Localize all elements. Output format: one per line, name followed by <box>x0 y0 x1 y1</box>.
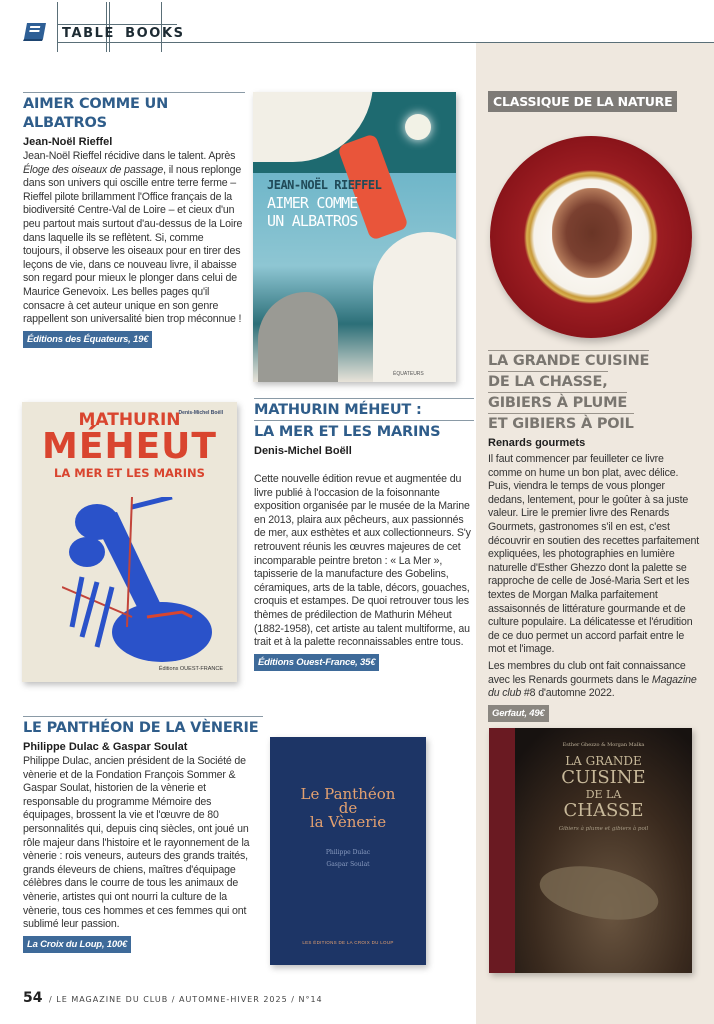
article-title: LA GRANDE CUISINE DE LA CHASSE, GIBIERS À PLUME ET GIBIERS À POIL <box>488 350 700 434</box>
article-author: Renards gourmets <box>488 437 586 449</box>
section-title-part: TABLE <box>62 26 115 41</box>
cover-author: Denis-Michel Boëll <box>178 410 223 416</box>
lobster-illustration <box>62 497 212 667</box>
page-footer <box>23 990 323 1006</box>
game-bird-illustration <box>536 858 663 928</box>
article-author: Denis-Michel Boëll <box>254 445 352 457</box>
rock-illustration <box>258 292 338 382</box>
plate-photo <box>490 136 692 338</box>
book-cover-chasse <box>489 728 692 973</box>
publisher-tag: Éditions Ouest-France, 35€ <box>254 654 379 671</box>
cover-subtitle: Gibiers à plume et gibiers à poil <box>558 826 649 832</box>
category-banner: CLASSIQUE DE LA NATURE <box>488 91 677 112</box>
article-title: LE PANTHÉON DE LA VÈNERIE <box>23 716 263 738</box>
article-body: Cette nouvelle édition revue et augmentée du livre publié à l'occasion de la foisonnante exposition organisée par le musée de la Marine en 2013, plaira aux pêcheurs, aux passionnés de mer, aux esthètes et aux collectionneurs. S'y retrouvent réunis les œuvres majeures de cet incomparable peintre breton : « La Mer », tapisserie de la manufacture des Gobelins, céramiques, arts de la table, décors, gouaches, croquis et estampes. De quoi retrouver tous les thèmes de prédilection de Mathurin Méheut (1882-1958), cet artiste au talent multiforme, au trait et à la palette reconnaissables entre tous. <box>254 473 471 649</box>
cover-title: MATHURIN <box>78 410 181 430</box>
cover-subtitle: LA MER ET LES MARINS <box>54 466 205 480</box>
article-meheut <box>254 398 474 671</box>
article-title: AIMER COMME UN ALBATROS <box>23 92 245 133</box>
article-pantheon <box>23 716 263 953</box>
section-header <box>0 0 714 50</box>
cover-publisher: Éditions OUEST-FRANCE <box>158 666 223 672</box>
footer-text: / LE MAGAZINE DU CLUB / AUTOMNE-HIVER 2025 / N°14 <box>49 995 323 1004</box>
article-author: Jean-Noël Rieffel <box>23 136 113 148</box>
cover-author: JEAN-NOËL RIEFFEL <box>267 178 382 192</box>
page-number: 54 <box>23 990 43 1006</box>
header-rule <box>57 24 177 25</box>
article-body-note: Les membres du club ont fait connaissance avec les Renards gourmets dans le Magazine du club #8 d'automne 2022. <box>488 659 697 700</box>
article-author: Philippe Dulac & Gaspar Soulat <box>23 741 188 753</box>
header-rule <box>57 42 714 43</box>
article-chasse <box>488 350 700 722</box>
article-albatros <box>23 92 245 348</box>
cover-title: MÉHEUT <box>42 426 217 467</box>
section-title <box>62 26 185 41</box>
cover-publisher: LES ÉDITIONS DE LA CROIX DU LOUP <box>302 940 394 945</box>
article-body: Il faut commencer par feuilleter ce livre comme on hume un bon plat, avec délice. Puis, viendra le temps de vous plonger dedans, lentement, pour le goûter à sa juste valeur. Lire le premier livre des Renards Gourmets, gastronomes s'il en est, c'est découvrir en soutien des recettes parfaitement expliquées, les photographies en lumière naturelle d'Esther Ghezzo dont la palette se rapproche de celle de José-Maria Sert et les textes de Morgan Malka parfaitement assaisonnés de littérature gourmande et de culture populaire. La délicatesse et l'érudition de ce duo permet un accord parfait entre le mot et l'image. <box>488 453 699 656</box>
cover-title: AIMER COMME UN ALBATROS <box>267 194 358 230</box>
cover-authors: Philippe Dulac Gaspar Soulat <box>325 849 371 868</box>
publisher-tag: La Croix du Loup, 100€ <box>23 936 131 953</box>
book-cover-pantheon <box>270 737 426 965</box>
article-body: Philippe Dulac, ancien président de la Société de vènerie et de la Fondation François Sommer & Gaspar Soulat, historien de la vènerie et responsable du programme Mémoire des équipages, brossent la vie et l'œuvre de 80 personnalités qui, depuis cinq siècles, ont joué un rôle majeur dans l'histoire et le rayonnement de la vènerie : rois veneurs, auteurs des grands traités, grands éleveurs de chiens, maîtres d'équipage célèbres dans le courre de tous les animaux de vènerie, artistes qui ont nourri la culture de la vènerie, tous ces hommes et ces femmes qui ont sublimé leur passion. <box>23 755 250 931</box>
moon-illustration <box>405 114 431 140</box>
cover-publisher: ÉQUATEURS <box>393 371 424 377</box>
book-icon <box>22 22 48 42</box>
albatross-illustration <box>373 232 456 382</box>
article-title: LA MER ET LES MARINS <box>254 420 474 442</box>
article-title: MATHURIN MÉHEUT : <box>254 398 474 420</box>
cover-title: LA GRANDE CUISINE DE LA CHASSE <box>561 754 646 821</box>
header-rule <box>57 2 58 52</box>
cover-spine <box>489 728 515 973</box>
cover-authors: Esther Ghezzo & Morgan Malka <box>562 742 645 748</box>
publisher-tag: Gerfaut, 49€ <box>488 705 549 722</box>
section-title-part: BOOKS <box>125 26 185 41</box>
article-body: Jean-Noël Rieffel récidive dans le talent. Après Éloge des oiseaux de passage, il nous replonge dans son univers qui oscille entre terre ferme – Rieffel pilote brillamment l'Office français de la biodiversité Centre-Val de Loire – et cieux d'un peu partout mais surtout d'au-dessus de la Loire dans laquelle ils se reflètent. Si, comme toujours, il observe les oiseaux pour en tirer des leçons de vie, dans ce nouveau livre, il abaisse son regard pour mieux le plonger dans celui de Maurice Genevoix. Les belles pages qu'il consacre à cet auteur unique en son genre rappellent son universalité bien trop méconnue ! <box>23 150 243 326</box>
book-cover-meheut <box>22 402 237 682</box>
cover-title: Le Panthéon de la Vènerie <box>300 785 396 831</box>
food-illustration <box>552 188 632 278</box>
book-cover-albatros <box>253 92 456 382</box>
publisher-tag: Éditions des Équateurs, 19€ <box>23 331 152 348</box>
